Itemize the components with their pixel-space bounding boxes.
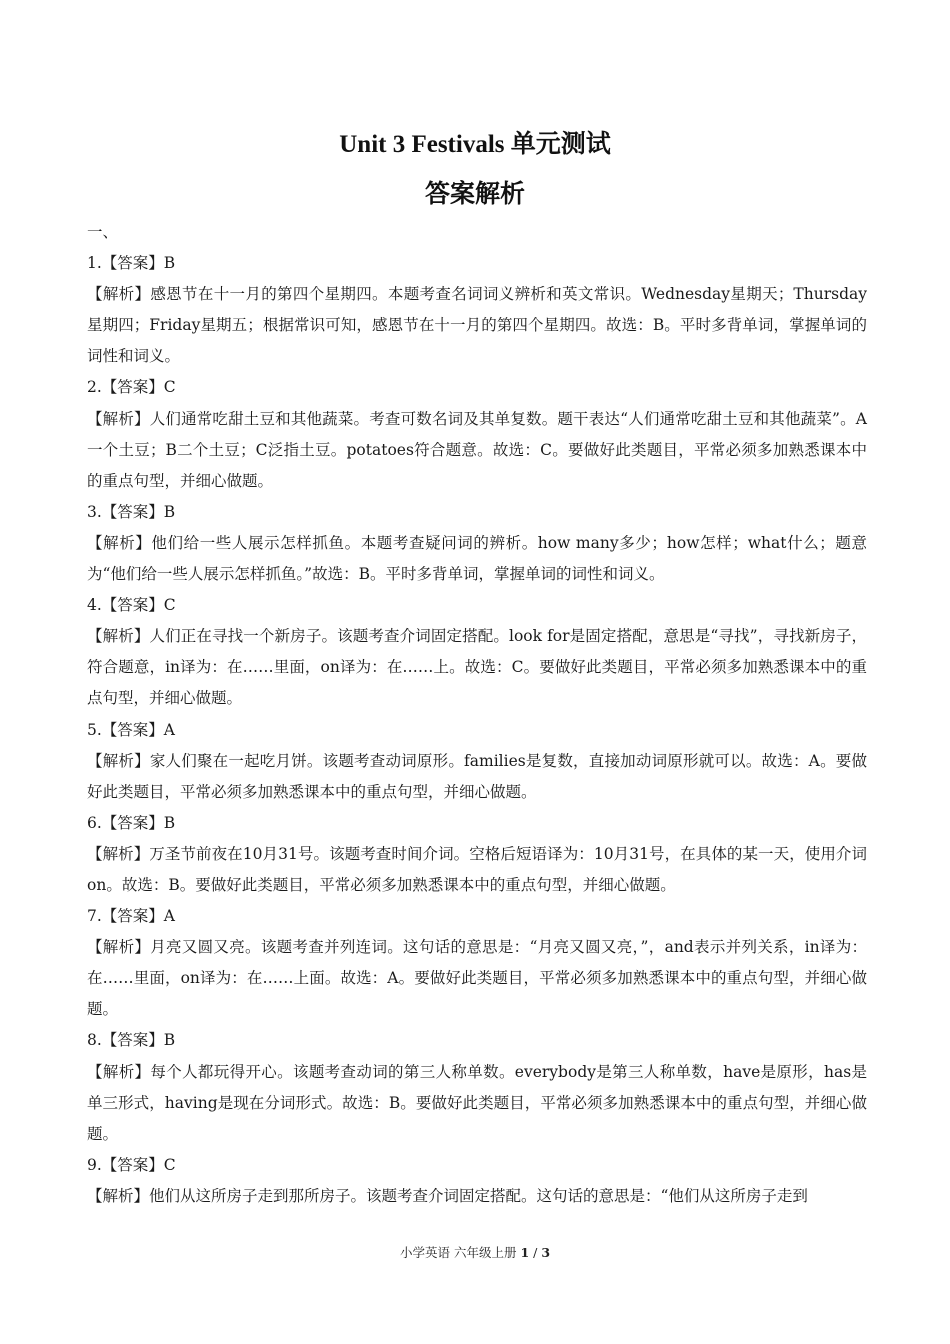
page-footer xyxy=(0,1243,950,1261)
answer-line: 1.【答案】B xyxy=(87,254,176,273)
section-heading: 一、 xyxy=(87,223,119,241)
answer-line: 6.【答案】B xyxy=(87,813,176,832)
answer-line: 4.【答案】C xyxy=(87,596,176,615)
analysis-paragraph: 【解析】人们通常吃甜土豆和其他蔬菜。考查可数名词及其单复数。题干表达“人们通常吃甜土豆和其他蔬菜”。A一个土豆；B二个土豆；C泛指土豆。potatoes符合题意。故选：C。要做好此类题目，平常必须多加熟悉课本中的重点句型，并细心做题。 xyxy=(87,409,867,490)
analysis-paragraph: 【解析】万圣节前夜在10月31号。该题考查时间介词。空格后短语译为：10月31号，在具体的某一天，使用介词on。故选：B。要做好此类题目，平常必须多加熟悉课本中的重点句型，并细心做题。 xyxy=(87,844,867,894)
answer-line: 3.【答案】B xyxy=(87,502,176,521)
answer-line: 2.【答案】C xyxy=(87,378,176,397)
analysis-paragraph: 【解析】感恩节在十一月的第四个星期四。本题考查名词词义辨析和英文常识。Wednesday星期天；Thursday星期四；Friday星期五；根据常识可知，感恩节在十一月的第四个星期四。故选：B。平时多背单词，掌握单词的词性和词义。 xyxy=(87,285,867,366)
footer-page-total: 3 xyxy=(541,1245,551,1260)
analysis-paragraph: 【解析】每个人都玩得开心。该题考查动词的第三人称单数。everybody是第三人称单数，have是原形，has是单三形式，having是现在分词形式。故选：B。要做好此类题目，平常必须多加熟悉课本中的重点句型，并细心做题。 xyxy=(87,1062,867,1143)
answer-line: 8.【答案】B xyxy=(87,1031,176,1050)
answer-content xyxy=(87,217,867,1212)
page-subtitle: 答案解析 xyxy=(424,181,525,208)
footer-page-number: 1 xyxy=(520,1245,530,1260)
analysis-paragraph: 【解析】他们从这所房子走到那所房子。该题考查介词固定搭配。这句话的意思是：“他们从这所房子走到 xyxy=(87,1186,808,1205)
answer-line: 9.【答案】C xyxy=(87,1155,176,1174)
answer-line: 5.【答案】A xyxy=(87,720,175,739)
footer-label: 小学英语 六年级上册 xyxy=(399,1245,517,1260)
page-title: Unit 3 Festivals 单元测试 xyxy=(339,131,611,158)
answer-line: 7.【答案】A xyxy=(87,907,175,926)
analysis-paragraph: 【解析】月亮又圆又亮。该题考查并列连词。这句话的意思是：“月亮又圆又亮，”，and表示并列关系，in译为：在……里面，on译为：在……上面。故选：A。要做好此类题目，平常必须多加熟悉课本中的重点句型，并细心做题。 xyxy=(87,938,867,1019)
footer-separator: / xyxy=(533,1245,538,1260)
analysis-paragraph: 【解析】人们正在寻找一个新房子。该题考查介词固定搭配。look for是固定搭配，意思是“寻找”，寻找新房子，符合题意，in译为：在……里面，on译为：在……上。故选：C。要做好此类题目，平常必须多加熟悉课本中的重点句型，并细心做题。 xyxy=(87,627,867,708)
analysis-paragraph: 【解析】他们给一些人展示怎样抓鱼。本题考查疑问词的辨析。how many多少；how怎样；what什么；题意为“他们给一些人展示怎样抓鱼。”故选：B。平时多背单词，掌握单词的词性和词义。 xyxy=(87,533,867,584)
analysis-paragraph: 【解析】家人们聚在一起吃月饼。该题考查动词原形。families是复数，直接加动词原形就可以。故选：A。要做好此类题目，平常必须多加熟悉课本中的重点句型，并细心做题。 xyxy=(87,751,867,801)
